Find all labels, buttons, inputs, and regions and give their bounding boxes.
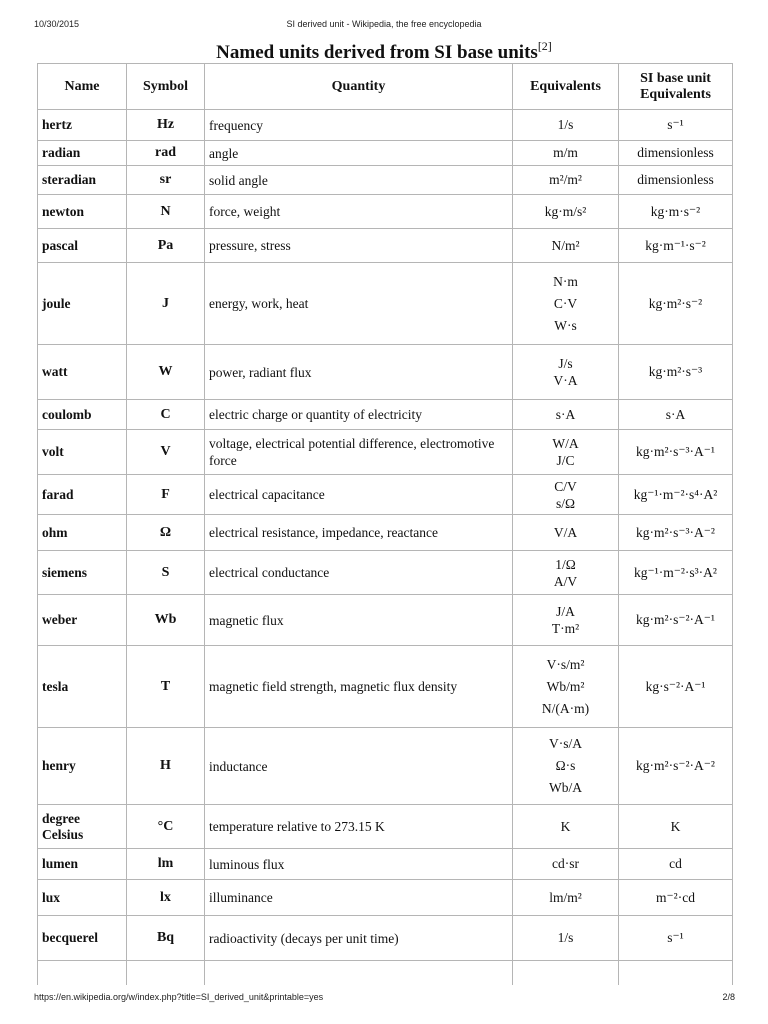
- equivalents-list: [516, 556, 615, 590]
- table-row: [38, 595, 733, 646]
- equivalents-list: [516, 435, 615, 469]
- si-derived-units-table: [37, 63, 733, 985]
- equivalents-list: [516, 654, 615, 720]
- equivalent-expression: C/V: [554, 478, 577, 494]
- equivalents-list: [516, 271, 615, 337]
- unit-quantity: inductance: [205, 728, 513, 805]
- unit-symbol: °C: [127, 805, 205, 849]
- unit-name[interactable]: [38, 430, 127, 475]
- si-base-equivalent: dimensionless: [619, 141, 733, 166]
- unit-quantity: electrical resistance, impedance, reactance: [205, 515, 513, 551]
- equivalent-expression: W·s: [554, 317, 577, 333]
- equivalents-list: [516, 406, 615, 424]
- equivalent-expression: lm/m²: [549, 889, 582, 905]
- unit-name[interactable]: [38, 805, 127, 849]
- equivalent-expression: N/m²: [551, 237, 580, 253]
- equivalent-expression: m²/m²: [549, 172, 582, 187]
- caption-text: Named units derived from SI base units: [216, 42, 538, 63]
- equivalents-list: [516, 603, 615, 637]
- unit-quantity: frequency: [205, 110, 513, 141]
- table-row: [38, 475, 733, 515]
- equivalent-expression: N·m: [553, 273, 578, 289]
- unit-name[interactable]: [38, 551, 127, 595]
- equivalent-expression: K: [560, 818, 571, 834]
- table-caption: [0, 39, 768, 64]
- equivalent-expression: V·s/A: [549, 736, 582, 751]
- equivalent-expression: J/s: [558, 356, 573, 371]
- equivalent-expression: V/A: [553, 524, 578, 540]
- column-header-equivalents: Equivalents: [513, 64, 619, 110]
- unit-quantity: energy, work, heat: [205, 263, 513, 345]
- unit-name[interactable]: [38, 728, 127, 805]
- equivalent-expression: A/V: [553, 573, 578, 589]
- unit-name-text: coulomb: [42, 406, 92, 422]
- unit-name-text: henry: [42, 758, 76, 773]
- table-row: [38, 229, 733, 263]
- unit-equivalents: [513, 880, 619, 916]
- unit-equivalents: [513, 345, 619, 400]
- table-row: [38, 916, 733, 961]
- unit-symbol: Hz: [127, 110, 205, 141]
- unit-symbol: H: [127, 728, 205, 805]
- unit-name[interactable]: [38, 646, 127, 728]
- unit-name-text: siemens: [42, 564, 87, 580]
- equivalent-expression: J/C: [556, 453, 575, 468]
- unit-name-text: degree: [42, 810, 80, 826]
- unit-name[interactable]: [38, 141, 127, 166]
- table-row: [38, 805, 733, 849]
- unit-name-text: tesla: [42, 678, 69, 694]
- equivalent-expression: 1/s: [557, 117, 574, 132]
- unit-name[interactable]: [38, 849, 127, 880]
- table-row: [38, 430, 733, 475]
- table-row: [38, 646, 733, 728]
- unit-quantity: illuminance: [205, 880, 513, 916]
- unit-equivalents: [513, 916, 619, 961]
- unit-name-text: newton: [42, 203, 85, 219]
- unit-symbol: sr: [127, 166, 205, 195]
- equivalent-expression: Wb/m²: [546, 678, 585, 694]
- equivalents-list: [516, 524, 615, 542]
- equivalent-expression: cd·sr: [552, 856, 579, 871]
- unit-quantity: angle: [205, 141, 513, 166]
- equivalent-expression: 1/Ω: [555, 556, 576, 572]
- si-base-equivalent: s⁻¹: [619, 916, 733, 961]
- unit-symbol: Bq: [127, 916, 205, 961]
- unit-name[interactable]: [38, 195, 127, 229]
- unit-symbol: Wb: [127, 595, 205, 646]
- unit-symbol: J: [127, 263, 205, 345]
- si-base-equivalent: kg·m·s⁻²: [619, 195, 733, 229]
- equivalents-list: [516, 116, 615, 134]
- si-base-equivalent: kg·m²·s⁻³·A⁻¹: [619, 430, 733, 475]
- unit-equivalents: [513, 849, 619, 880]
- unit-quantity: electric charge or quantity of electricity: [205, 400, 513, 430]
- unit-symbol: T: [127, 646, 205, 728]
- unit-symbol: Ω: [127, 515, 205, 551]
- unit-name[interactable]: [38, 229, 127, 263]
- unit-name-text: weber: [42, 612, 78, 627]
- unit-quantity: pressure, stress: [205, 229, 513, 263]
- si-base-equivalent: kg·m²·s⁻²: [619, 263, 733, 345]
- table-row: [38, 849, 733, 880]
- equivalents-list: [516, 929, 615, 947]
- si-base-equivalent: kg·m²·s⁻²·A⁻¹: [619, 595, 733, 646]
- unit-quantity: solid angle: [205, 166, 513, 195]
- unit-symbol: rad: [127, 141, 205, 166]
- table-row: [38, 345, 733, 400]
- equivalent-expression: J/A: [556, 604, 575, 619]
- unit-name-text: ohm: [42, 524, 68, 540]
- unit-name[interactable]: [38, 400, 127, 430]
- citation-link[interactable]: [2]: [537, 39, 552, 53]
- unit-name-text: Celsius: [42, 826, 84, 842]
- empty-cell: [619, 961, 733, 985]
- unit-equivalents: [513, 263, 619, 345]
- si-base-equivalent: dimensionless: [619, 166, 733, 195]
- column-header-quantity: Quantity: [205, 64, 513, 110]
- equivalent-expression: m/m: [553, 145, 578, 160]
- si-base-equivalent: kg·m²·s⁻²·A⁻²: [619, 728, 733, 805]
- si-base-equivalent: kg·m²·s⁻³·A⁻²: [619, 515, 733, 551]
- equivalent-expression: s·A: [555, 406, 576, 422]
- equivalents-list: [516, 237, 615, 255]
- unit-symbol: C: [127, 400, 205, 430]
- equivalents-list: [516, 889, 615, 907]
- unit-name[interactable]: [38, 475, 127, 515]
- unit-equivalents: [513, 229, 619, 263]
- unit-quantity: power, radiant flux: [205, 345, 513, 400]
- unit-quantity: force, weight: [205, 195, 513, 229]
- equivalent-expression: kg·m/s²: [544, 203, 587, 219]
- si-base-equivalent: cd: [619, 849, 733, 880]
- si-base-equivalent: m⁻²·cd: [619, 880, 733, 916]
- unit-name-text: farad: [42, 486, 74, 502]
- page-number: 2/8: [722, 992, 735, 1002]
- unit-quantity: radioactivity (decays per unit time): [205, 916, 513, 961]
- equivalents-list: [516, 855, 615, 873]
- unit-symbol: V: [127, 430, 205, 475]
- unit-quantity: magnetic field strength, magnetic flux density: [205, 646, 513, 728]
- unit-quantity: magnetic flux: [205, 595, 513, 646]
- unit-name[interactable]: [38, 515, 127, 551]
- unit-symbol: F: [127, 475, 205, 515]
- si-base-equivalent: s⁻¹: [619, 110, 733, 141]
- print-header-title: SI derived unit - Wikipedia, the free encyclopedia: [286, 19, 482, 29]
- unit-name[interactable]: [38, 345, 127, 400]
- unit-name-text: joule: [42, 295, 71, 311]
- table-body: [38, 110, 733, 985]
- unit-equivalents: [513, 400, 619, 430]
- si-base-equivalent: s·A: [619, 400, 733, 430]
- equivalents-list: [516, 355, 615, 389]
- equivalent-expression: 1/s: [557, 930, 574, 945]
- table-row: [38, 551, 733, 595]
- unit-symbol: S: [127, 551, 205, 595]
- si-base-equivalent: kg⁻¹·m⁻²·s³·A²: [619, 551, 733, 595]
- equivalent-expression: Wb/A: [549, 780, 582, 795]
- unit-equivalents: [513, 551, 619, 595]
- table-row: [38, 141, 733, 166]
- unit-symbol: lx: [127, 880, 205, 916]
- unit-name[interactable]: [38, 880, 127, 916]
- print-date: 10/30/2015: [34, 19, 80, 29]
- unit-equivalents: [513, 515, 619, 551]
- table-row: [38, 880, 733, 916]
- table-row: [38, 166, 733, 195]
- unit-name-text: hertz: [42, 117, 72, 132]
- equivalent-expression: N/(A·m): [541, 700, 590, 716]
- equivalents-list: [516, 144, 615, 162]
- table-row: [38, 400, 733, 430]
- table-header-row: [38, 64, 733, 110]
- unit-quantity: voltage, electrical potential difference, electromotive force: [205, 430, 513, 475]
- empty-cell: [38, 961, 127, 985]
- unit-name-text: pascal: [42, 237, 79, 253]
- column-header-name: Name: [38, 64, 127, 110]
- unit-equivalents: [513, 805, 619, 849]
- empty-cell: [205, 961, 513, 985]
- unit-symbol: Pa: [127, 229, 205, 263]
- equivalent-expression: V·A: [553, 373, 578, 388]
- empty-cell: [127, 961, 205, 985]
- table-row: [38, 195, 733, 229]
- unit-name-text: steradian: [42, 172, 96, 187]
- equivalent-expression: T·m²: [551, 621, 580, 636]
- si-base-equivalent: kg·m²·s⁻³: [619, 345, 733, 400]
- unit-name[interactable]: [38, 166, 127, 195]
- unit-equivalents: [513, 430, 619, 475]
- equivalents-list: [516, 733, 615, 799]
- unit-symbol: N: [127, 195, 205, 229]
- unit-quantity: electrical conductance: [205, 551, 513, 595]
- equivalent-expression: C·V: [553, 295, 578, 311]
- equivalent-expression: Ω·s: [555, 758, 576, 773]
- unit-name-text: watt: [42, 364, 68, 379]
- si-base-equivalent: kg⁻¹·m⁻²·s⁴·A²: [619, 475, 733, 515]
- unit-equivalents: [513, 195, 619, 229]
- footer-url: https://en.wikipedia.org/w/index.php?title=SI_derived_unit&printable=yes: [34, 992, 324, 1002]
- equivalents-list: [516, 203, 615, 221]
- table-row: [38, 728, 733, 805]
- unit-name-text: becquerel: [42, 930, 98, 945]
- unit-quantity: electrical capacitance: [205, 475, 513, 515]
- unit-name[interactable]: [38, 595, 127, 646]
- equivalents-list: [516, 818, 615, 836]
- unit-symbol: lm: [127, 849, 205, 880]
- equivalent-expression: W/A: [552, 436, 579, 451]
- unit-equivalents: [513, 110, 619, 141]
- unit-name-text: volt: [42, 444, 64, 459]
- unit-symbol: W: [127, 345, 205, 400]
- equivalents-list: [516, 171, 615, 189]
- table-row: [38, 515, 733, 551]
- si-base-equivalent: kg·s⁻²·A⁻¹: [619, 646, 733, 728]
- unit-name-text: lumen: [42, 856, 79, 871]
- equivalent-expression: V·s/m²: [546, 656, 585, 672]
- table-row: [38, 110, 733, 141]
- si-base-equivalent: K: [619, 805, 733, 849]
- equivalents-list: [516, 478, 615, 512]
- unit-name[interactable]: [38, 263, 127, 345]
- empty-cell: [513, 961, 619, 985]
- unit-equivalents: [513, 141, 619, 166]
- unit-quantity: luminous flux: [205, 849, 513, 880]
- unit-equivalents: [513, 595, 619, 646]
- unit-equivalents: [513, 166, 619, 195]
- column-header-symbol: Symbol: [127, 64, 205, 110]
- unit-name-text: radian: [42, 145, 81, 160]
- unit-name[interactable]: [38, 916, 127, 961]
- equivalent-expression: s/Ω: [555, 495, 576, 511]
- unit-quantity: temperature relative to 273.15 K: [205, 805, 513, 849]
- si-base-equivalent: kg·m⁻¹·s⁻²: [619, 229, 733, 263]
- unit-name[interactable]: [38, 110, 127, 141]
- unit-equivalents: [513, 646, 619, 728]
- table-row: [38, 263, 733, 345]
- unit-equivalents: [513, 475, 619, 515]
- column-header-si-base: SI base unit Equivalents: [619, 64, 733, 110]
- table-row-continued: [38, 961, 733, 985]
- unit-name-text: lux: [42, 889, 61, 905]
- unit-equivalents: [513, 728, 619, 805]
